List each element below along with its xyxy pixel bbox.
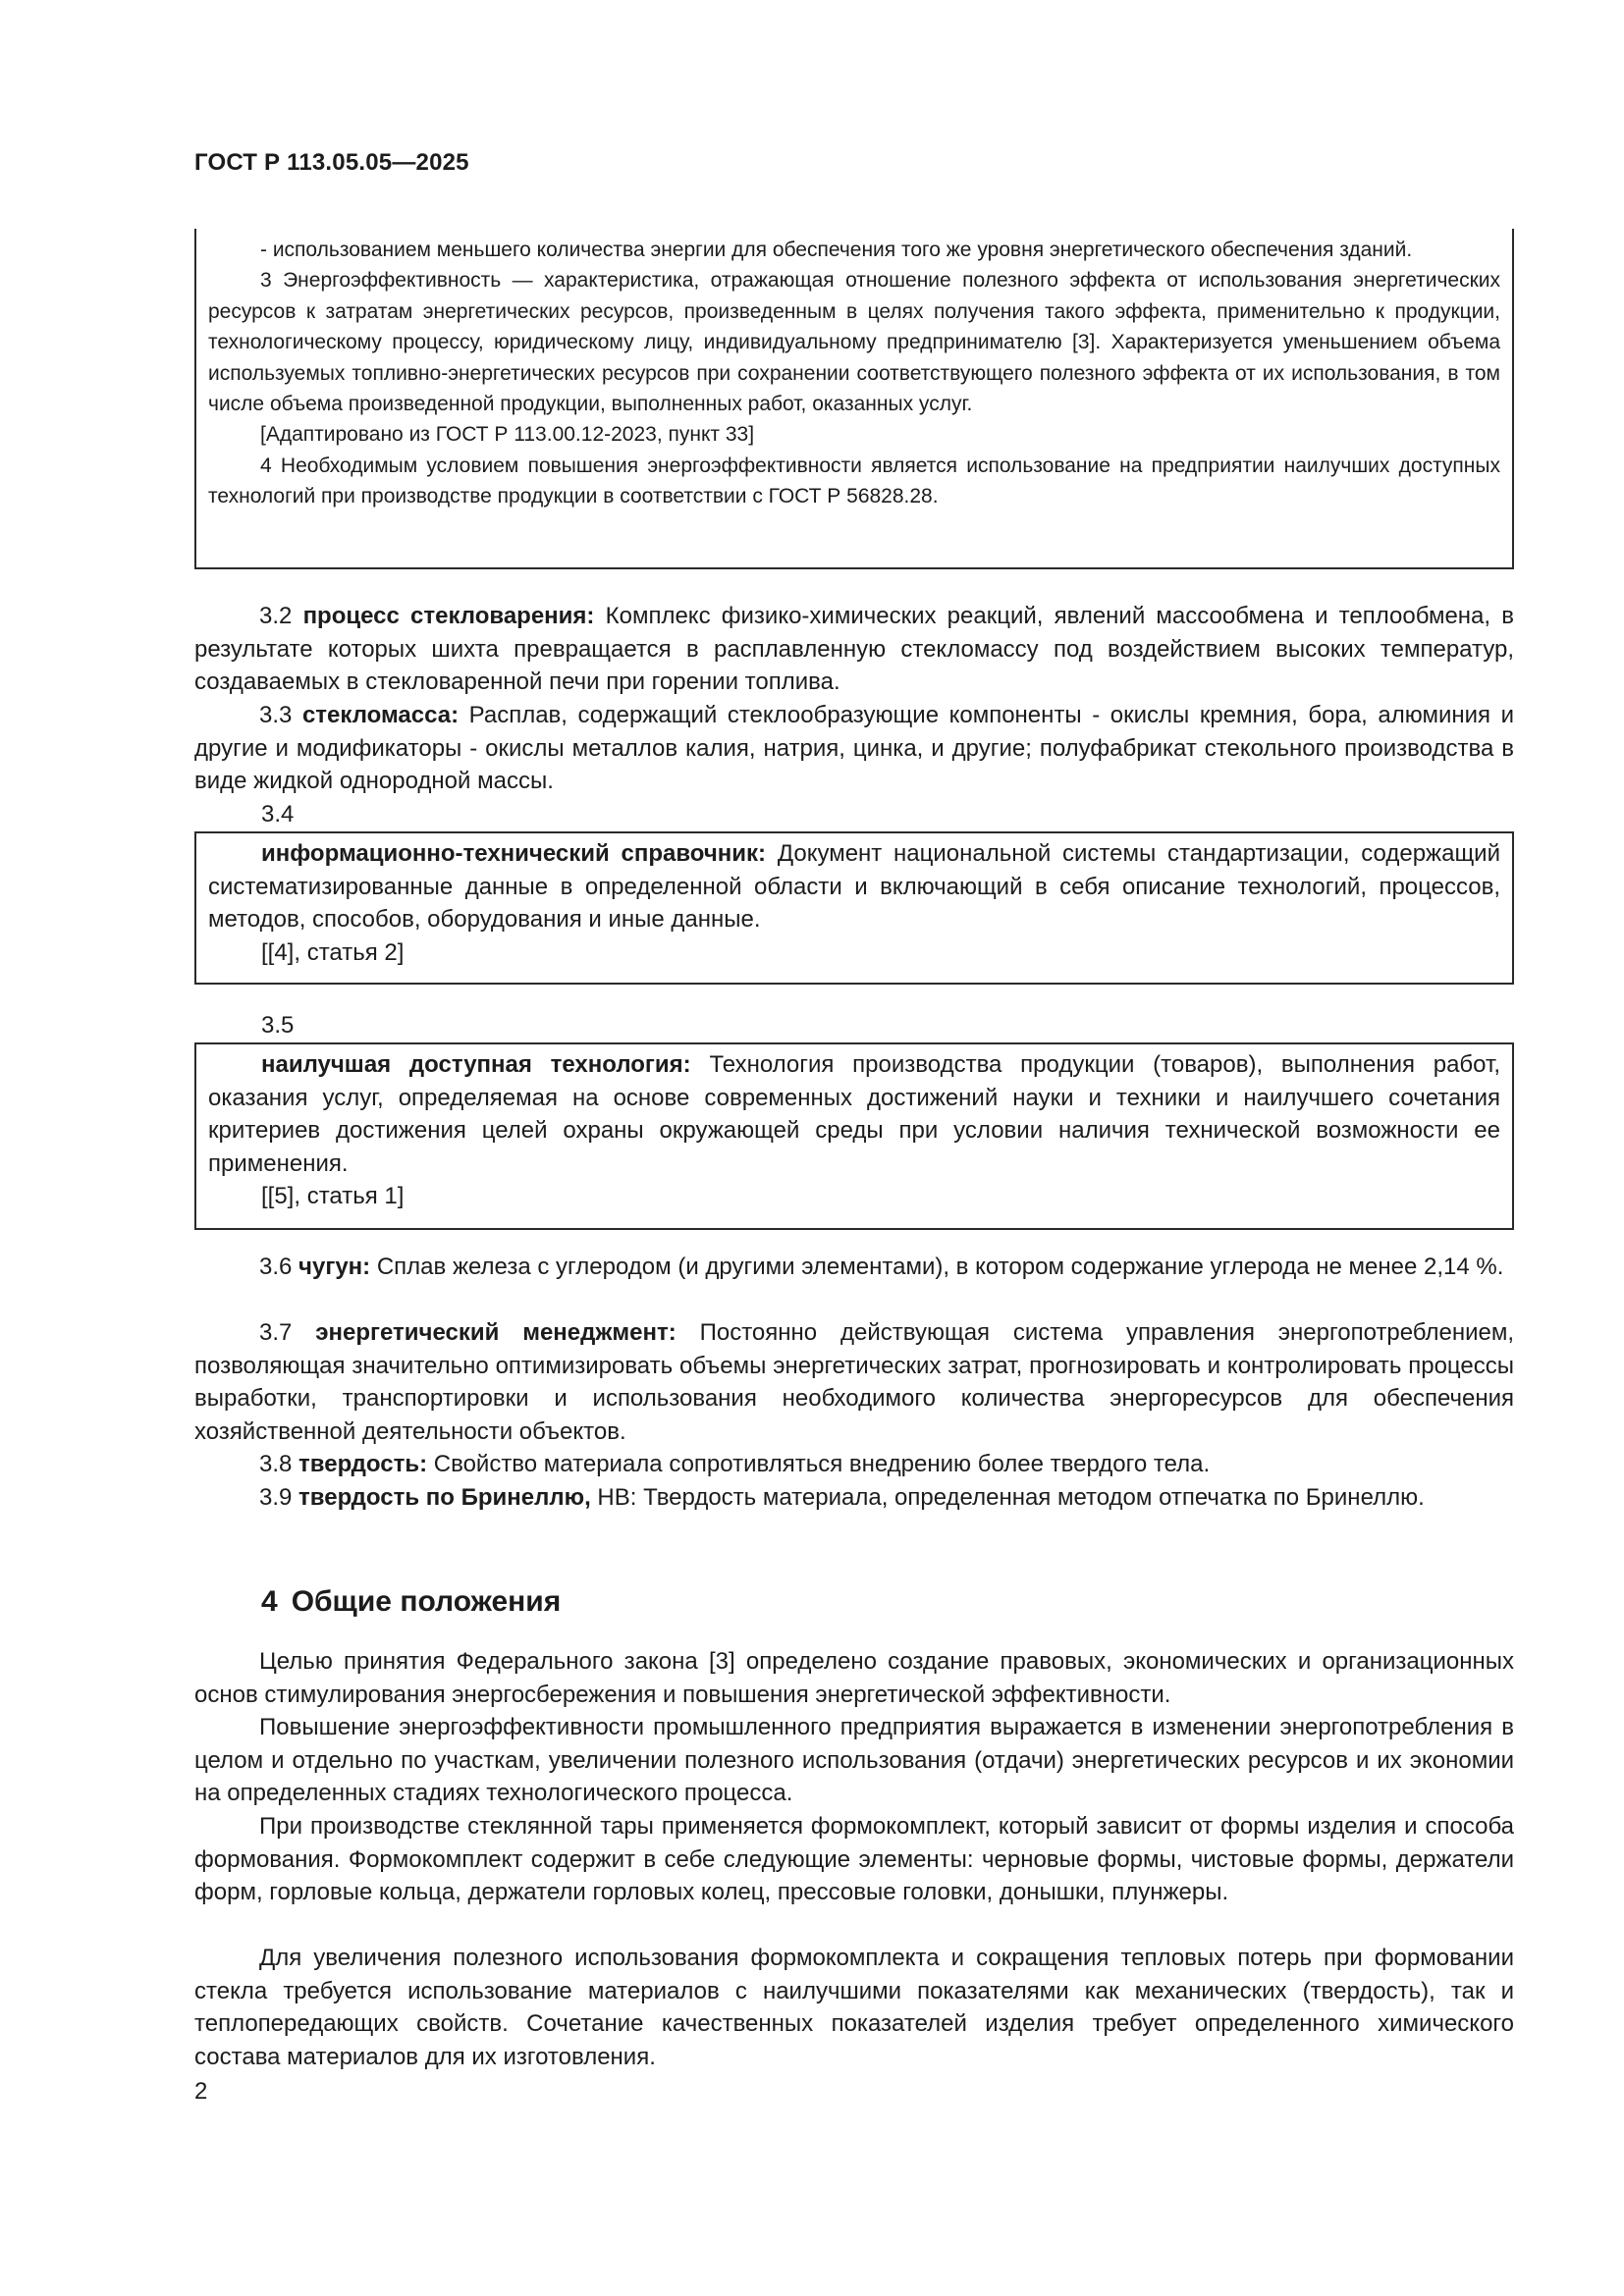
note-line: 4 Необходимым условием повышения энергоэффективности является использование на предприятии наилучших доступных технологий при производстве продукции в соответствии с ГОСТ Р 56828.28.	[208, 454, 1500, 508]
section-4-paragraph: Повышение энергоэффективности промышленного предприятия выражается в изменении энергопотребления в целом и отдельно по участкам, увеличении полезного использования (отдачи) энергетических ресурсов и их экономии на определенных стадиях технологического процесса.	[194, 1714, 1514, 1806]
term-name: твердость по Бринеллю,	[298, 1484, 591, 1511]
term-name: процесс стекловарения:	[302, 603, 595, 629]
section-4-paragraph: Целью принятия Федерального закона [3] определено создание правовых, экономических и организационных основ стимулирования энергосбережения и повышения энергетической эффективности.	[194, 1648, 1514, 1708]
term-name: твердость:	[298, 1451, 428, 1477]
term-3-6: 3.6 чугун: Сплав железа с углеродом (и другими элементами), в котором содержание углерода не менее 2,14 %.	[259, 1254, 1504, 1280]
term-name: наилучшая доступная технология:	[261, 1051, 691, 1078]
page-number: 2	[194, 2078, 208, 2105]
term-3-5-number: 3.5	[261, 1012, 295, 1039]
section-4-title: 4 Общие положения	[261, 1585, 562, 1618]
term-name: стекломасса:	[301, 702, 460, 728]
section-4-paragraph: При производстве стеклянной тары применяется формокомплект, который зависит от формы изделия и способа формования. Формокомплект содержит в себе следующие элементы: черновые формы, чистовые формы, держатели форм, горловые кольца, держатели горловых колец, прессовые головки, донышки, плунжеры.	[194, 1813, 1514, 1905]
term-3-7: 3.7 энергетический менеджмент: Постоянно действующая система управления энергопотреблением, позволяющая значительно оптимизировать объемы энергетических затрат, прогнозировать и контролировать процессы выработки, транспортировки и использования необходимого количества энергоресурсов для обеспечения хозяйственной деятельности объектов.	[194, 1319, 1514, 1445]
term-3-4-box	[194, 831, 1514, 985]
term-3-8: 3.8 твердость: Свойство материала сопротивляться внедрению более твердого тела.	[259, 1451, 1211, 1477]
term-3-5-box	[194, 1042, 1514, 1230]
term-3-5-definition: наилучшая доступная технология: Технология производства продукции (товаров), выполнения работ, оказания услуг, определяемая на основе современных достижений науки и техники и наилучшего сочетания критериев достижения целей охраны окружающей среды при условии наличия технической возможности ее применения.	[208, 1051, 1500, 1177]
note-line: - использованием меньшего количества энергии для обеспечения того же уровня энергетического обеспечения зданий.	[260, 239, 1413, 261]
notes-text	[208, 235, 1500, 512]
notes-box	[194, 229, 1514, 569]
term-name: чугун:	[298, 1254, 371, 1280]
note-line: 3 Энергоэффективность — характеристика, отражающая отношение полезного эффекта от использования энергетических ресурсов к затратам энергетических ресурсов, произведенным в целях получения такого эффекта, применительно к продукции, технологическому процессу, юридическому лицу, индивидуальному предпринимателю [3]. Характеризуется уменьшением объема используемых топливно-энергетических ресурсов при сохранении соответствующего полезного эффекта от их использования, в том числе объема произведенной продукции, выполненных работ, оказанных услуг.	[208, 269, 1500, 416]
term-3-4-definition: информационно-технический справочник: Документ национальной системы стандартизации, содержащий систематизированные данные в определенной области и включающий в себя описание технологий, процессов, методов, способов, оборудования и иные данные.	[208, 840, 1500, 933]
term-3-4-source: [[4], статья 2]	[261, 938, 405, 966]
term-name: информационно-технический справочник:	[261, 840, 767, 867]
term-3-2: 3.2 процесс стекловарения: Комплекс физико-химических реакций, явлений массообмена и теплообмена, в результате которых шихта превращается в расплавленную стекломассу под воздействием высоких температур, создаваемых в стекловаренной печи при горении топлива.	[194, 603, 1514, 695]
document-header: ГОСТ Р 113.05.05—2025	[194, 149, 469, 176]
note-line: [Адаптировано из ГОСТ Р 113.00.12-2023, пункт 33]	[260, 423, 755, 447]
section-4-paragraph: Для увеличения полезного использования формокомплекта и сокращения тепловых потерь при формовании стекла требуется использование материалов с наилучшими показателями как механических (твердость), так и теплопередающих свойств. Сочетание качественных показателей изделия требует определенного химического состава материалов для их изготовления.	[194, 1945, 1514, 2070]
term-3-4-number: 3.4	[261, 801, 295, 828]
term-3-3: 3.3 стекломасса: Расплав, содержащий стеклообразующие компоненты - окислы кремния, бора, алюминия и другие и модификаторы - окислы металлов калия, натрия, цинка, и другие; полуфабрикат стекольного производства в виде жидкой однородной массы.	[194, 702, 1515, 794]
term-3-9: 3.9 твердость по Бринеллю, НВ: Твердость материала, определенная методом отпечатка по Бринеллю.	[259, 1484, 1425, 1511]
term-3-5-source: [[5], статья 1]	[261, 1183, 405, 1209]
term-name: энергетический менеджмент:	[315, 1319, 677, 1346]
